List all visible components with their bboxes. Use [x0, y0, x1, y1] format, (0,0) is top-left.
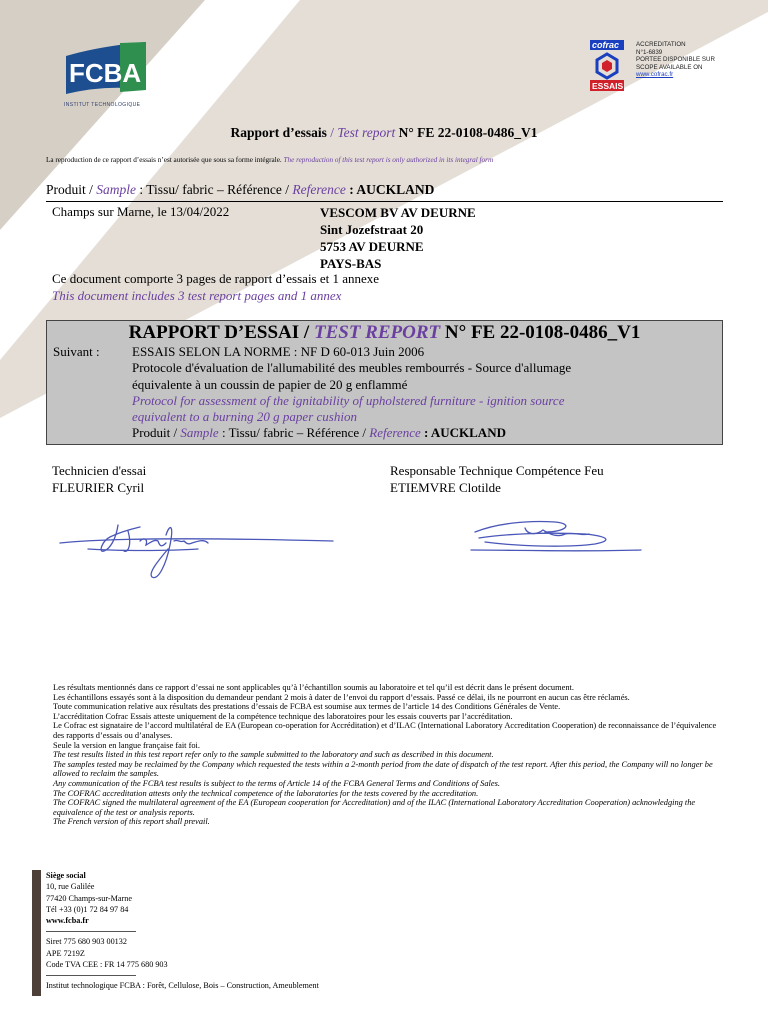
- cofrac-logo: [588, 40, 628, 92]
- svg-text:FCBA: FCBA: [69, 58, 142, 88]
- address-line: PAYS-BAS: [320, 256, 382, 271]
- disclaimer-line-en: The COFRAC accreditation attests only the technical competence of the laboratories for the tests covered by the accreditation.: [53, 788, 479, 798]
- disclaimer-line-en: The samples tested may be reclaimed by the Company which requested the tests within a 2-month period from the date of dispatch of the test report. After this period, the Company will no longer be allowed to reclaim the samples.: [53, 759, 713, 779]
- footer-divider: [46, 975, 136, 976]
- footer: [46, 870, 319, 992]
- disclaimer-line-en: The COFRAC signed the multilateral agreement of the EA (European cooperation for Accreditation) and of the ILAC (International Laboratory Accreditation Cooperation) acknowledging the equivalence of the test or analysis reports.: [53, 798, 696, 817]
- responsible-role: Responsable Technique Compétence Feu: [390, 463, 604, 478]
- disclaimer-line: L’accréditation Cofrac Essais atteste uniquement de la compétence technique des laboratoires pour les essais couverts par l’accréditation.: [53, 711, 513, 721]
- disclaimer-line-en: Any communication of the FCBA test results is subject to the terms of Article 14 of the FCBA General Terms and Conditions of Sales.: [53, 778, 500, 788]
- footer-website[interactable]: www.fcba.fr: [46, 916, 89, 926]
- page-count: [52, 270, 379, 304]
- product-line: Produit / Sample : Tissu/ fabric – Référence / Reference : AUCKLAND: [46, 182, 435, 197]
- page-count-fr: Ce document comporte 3 pages de rapport d’essais et 1 annexe: [52, 271, 380, 286]
- footer-siret: Siret 775 680 903 00132: [46, 937, 127, 947]
- accreditation-line: PORTEE DISPONIBLE SUR: [636, 56, 715, 64]
- responsible-signature: [465, 510, 645, 560]
- accreditation-line: ACCREDITATION: [636, 41, 686, 48]
- address-line: VESCOM BV AV DEURNE: [320, 205, 476, 220]
- report-box-title: RAPPORT D’ESSAI / TEST REPORT N° FE 22-0108-0486_V1: [128, 322, 641, 343]
- page-count-en: This document includes 3 test report pages and 1 annex: [52, 288, 342, 303]
- responsible-block: [390, 462, 604, 496]
- footer-address: 10, rue Galilée: [46, 882, 95, 892]
- address-line: Sint Jozefstraat 20: [320, 222, 424, 237]
- footer-vat: Code TVA CEE : FR 14 775 680 903: [46, 960, 168, 970]
- footer-address: 77420 Champs-sur-Marne: [46, 893, 133, 903]
- disclaimer-line-en: The French version of this report shall prevail.: [53, 817, 210, 827]
- footer-tagline: Institut technologique FCBA : Forêt, Cellulose, Bois – Construction, Ameublement: [46, 981, 319, 991]
- protocol-line-en: equivalent to a burning 20 g paper cushion: [132, 409, 357, 425]
- report-box-lines: [132, 344, 692, 442]
- suivant-label: Suivant :: [53, 344, 100, 359]
- recipient-address: [320, 204, 476, 272]
- footer-divider: [46, 931, 136, 932]
- legal-disclaimer: [53, 683, 718, 827]
- report-title: Rapport d’essais / Test report N° FE 22-0108-0486_V1: [230, 125, 538, 140]
- accreditation-info: [636, 41, 715, 79]
- disclaimer-line: Seule la version en langue française fait foi.: [53, 740, 200, 750]
- disclaimer-line: Le Cofrac est signataire de l’accord multilatéral de EA (European co-operation for Accréditation) et d’ILAC (International Laboratory Accreditation Cooperation) de reconnaissance de l’équivalence des rapports d’essais ou d’analyses.: [53, 721, 717, 740]
- technician-signature: [58, 505, 338, 585]
- box-product-line: Produit / Sample : Tissu/ fabric – Référence / Reference : AUCKLAND: [132, 425, 506, 441]
- logo-subtitle: INSTITUT TECHNOLOGIQUE: [64, 102, 141, 108]
- disclaimer-line-en: The test results listed in this test report refer only to the sample submitted to the laboratory and such as described in this document.: [53, 750, 494, 760]
- responsible-name: ETIEMVRE Clotilde: [390, 480, 501, 495]
- date-line: Champs sur Marne, le 13/04/2022: [52, 204, 230, 219]
- divider: [46, 201, 723, 202]
- protocol-line: Protocole d'évaluation de l'allumabilité des meubles rembourrés - Source d'allumage: [132, 360, 572, 376]
- technician-block: [52, 462, 146, 496]
- footer-accent-bar: [32, 870, 41, 996]
- disclaimer-line: Les résultats mentionnés dans ce rapport d’essai ne sont applicables qu’à l’échantillon soumis au laboratoire et tel qu’il est décrit dans le présent document.: [53, 683, 574, 692]
- accreditation-line: N°1-6839: [636, 48, 663, 56]
- address-line: 5753 AV DEURNE: [320, 239, 424, 254]
- disclaimer-line: Les échantillons essayés sont à la disposition du demandeur pendant 2 mois à dater de l’envoi du rapport d’essais. Passé ce délai, ils ne pourront en aucun cas être réclamés.: [53, 692, 630, 702]
- reproduction-notice: La reproduction de ce rapport d’essais n’est autorisée que sous sa forme intégrale. The reproduction of this test report is only authorized in its integral form: [46, 156, 494, 164]
- svg-text:ESSAIS: ESSAIS: [592, 81, 624, 91]
- accreditation-line: SCOPE AVAILABLE ON: [636, 63, 703, 71]
- protocol-line: équivalente à un coussin de papier de 20 g enflammé: [132, 376, 408, 392]
- technician-role: Technicien d'essai: [52, 463, 147, 478]
- cofrac-link[interactable]: www.cofrac.fr: [636, 71, 674, 79]
- protocol-line-en: Protocol for assessment of the ignitability of upholstered furniture - ignition source: [132, 392, 565, 408]
- footer-heading: Siège social: [46, 871, 86, 880]
- svg-text:cofrac: cofrac: [592, 40, 620, 50]
- footer-phone: Tél +33 (0)1 72 84 97 84: [46, 904, 129, 914]
- standard-line: ESSAIS SELON LA NORME : NF D 60-013 Juin 2006: [132, 344, 425, 359]
- footer-ape: APE 7219Z: [46, 948, 85, 958]
- disclaimer-line: Toute communication relative aux résultats des prestations d’essais de FCBA est soumise aux termes de l’article 14 des Conditions Générales de Vente.: [53, 702, 561, 712]
- technician-name: FLEURIER Cyril: [52, 480, 145, 495]
